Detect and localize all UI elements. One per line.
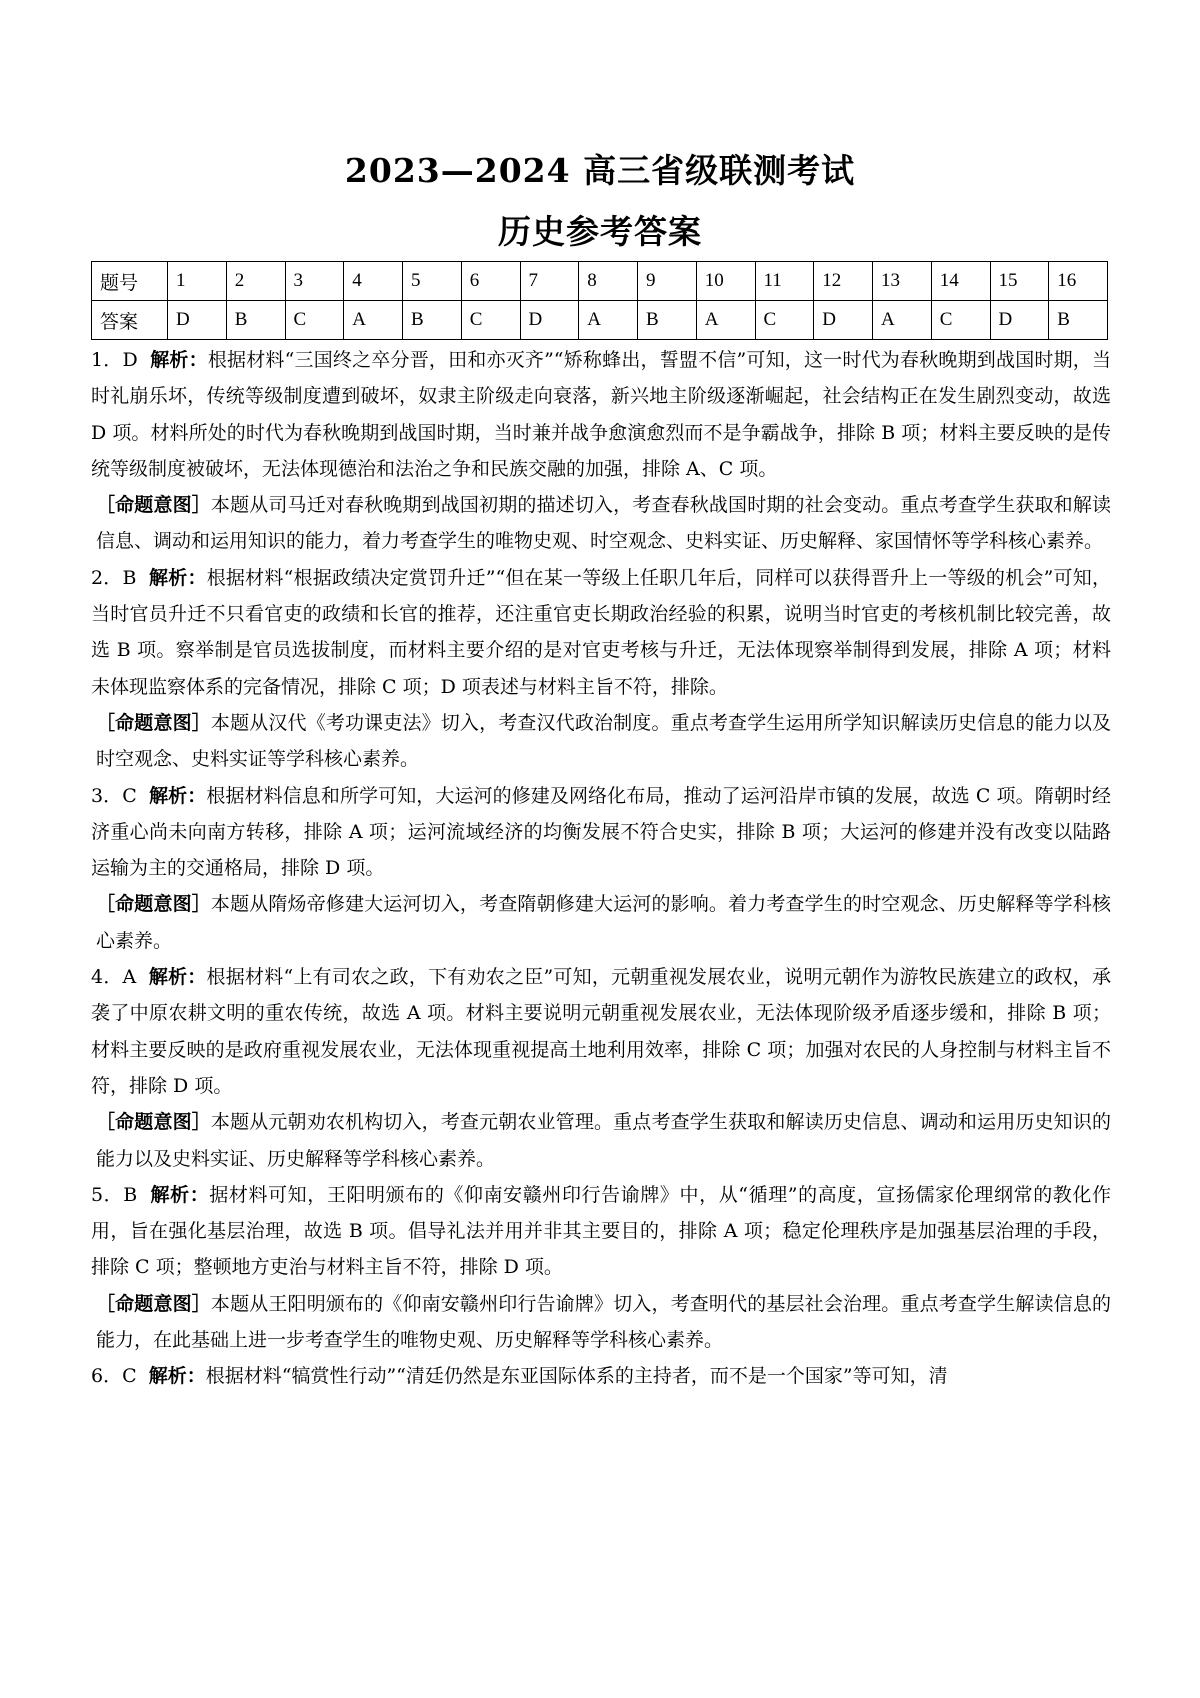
question-number: 13 <box>873 262 932 301</box>
answer-table-number-row <box>92 262 1108 301</box>
answer-letter: A <box>344 301 403 340</box>
question-number: 12 <box>814 262 873 301</box>
analysis-text: 据材料可知，王阳明颁布的《仰南安赣州印行告谕牌》中，从“循理”的高度，宣扬儒家伦理纲常的教化作用，旨在强化基层治理，故选 B 项。倡导礼法并用并非其主要目的，排除 A 项；稳定伦理秩序是加强基层治理的手段，排除 C 项；整顿地方吏治与材料主旨不符，排除 D 项。 <box>91 1183 1111 1279</box>
answer-letter: B <box>638 301 697 340</box>
analysis-label: 解析： <box>149 566 207 589</box>
question-number: 16 <box>1049 262 1108 301</box>
intent-text: 本题从汉代《考功课吏法》切入，考查汉代政治制度。重点考查学生运用所学知识解读历史信息的能力以及时空观念、史料实证等学科核心素养。 <box>96 711 1111 771</box>
answer-letter: D <box>990 301 1049 340</box>
analysis-label: 解析： <box>150 349 208 371</box>
intent-label: ［命题意图］ <box>96 893 211 916</box>
answer-letter: B <box>1049 301 1108 340</box>
analysis-label: 解析： <box>148 1365 206 1388</box>
question-number: 14 <box>931 262 990 301</box>
row-label-number: 题号 <box>92 262 168 301</box>
intent-label: ［命题意图］ <box>96 1292 211 1315</box>
intent-label: ［命题意图］ <box>96 494 211 517</box>
intent-text: 本题从司马迁对春秋晚期到战国初期的描述切入，考查春秋战国时期的社会变动。重点考查学生获取和解读信息、调动和运用知识的能力，着力考查学生的唯物史观、时空观念、史料实证、历史解释、家国情怀等学科核心素养。 <box>96 494 1111 553</box>
row-label-answer: 答案 <box>92 301 168 340</box>
analysis-paragraph <box>91 342 1111 487</box>
analysis-paragraph <box>91 959 1111 1104</box>
answer-letter: C <box>755 301 814 340</box>
item-number: 5．B <box>91 1183 138 1206</box>
intent-paragraph <box>91 705 1111 778</box>
answer-letter: A <box>579 301 638 340</box>
intent-text: 本题从隋炀帝修建大运河切入，考查隋朝修建大运河的影响。着力考查学生的时空观念、历史解释等学科核心素养。 <box>96 893 1111 952</box>
intent-paragraph <box>91 886 1111 959</box>
answer-letter: C <box>931 301 990 340</box>
answer-letter: A <box>873 301 932 340</box>
answer-explanations <box>91 342 1111 1395</box>
question-number: 5 <box>403 262 462 301</box>
question-number: 11 <box>755 262 814 301</box>
analysis-label: 解析： <box>150 1183 210 1206</box>
page-subtitle: 历史参考答案 <box>498 212 702 251</box>
analysis-paragraph <box>91 1177 1111 1286</box>
answer-letter: B <box>226 301 285 340</box>
answer-letter: D <box>520 301 579 340</box>
intent-text: 本题从王阳明颁布的《仰南安赣州印行告谕牌》切入，考查明代的基层社会治理。重点考查学生解读信息的能力，在此基础上进一步考查学生的唯物史观、历史解释等学科核心素养。 <box>96 1292 1111 1352</box>
answer-table <box>91 261 1108 340</box>
item-number: 3．C <box>91 784 137 807</box>
question-number: 3 <box>285 262 344 301</box>
answer-letter: D <box>814 301 873 340</box>
item-number: 4．A <box>91 966 137 989</box>
analysis-label: 解析： <box>148 966 207 989</box>
answer-table-answer-row <box>92 301 1108 340</box>
question-number: 7 <box>520 262 579 301</box>
intent-label: ［命题意图］ <box>96 711 211 734</box>
question-number: 2 <box>226 262 285 301</box>
item-number: 6．C <box>91 1365 137 1388</box>
question-number: 6 <box>461 262 520 301</box>
analysis-text: 根据材料“三国终之卒分晋，田和亦灭齐”“矫称蜂出，誓盟不信”可知，这一时代为春秋晚期到战国时期，当时礼崩乐坏，传统等级制度遭到破坏，奴隶主阶级走向衰落，新兴地主阶级逐渐崛起，社会结构正在发生剧烈变动，故选 D 项。材料所处的时代为春秋晚期到战国时期，当时兼并战争愈演愈烈而不是争霸战争，排除 B 项；材料主要反映的是传统等级制度被破坏，无法体现德治和法治之争和民族交融的加强，排除 A、C 项。 <box>91 349 1111 480</box>
intent-label: ［命题意图］ <box>96 1111 211 1134</box>
answer-letter: A <box>696 301 755 340</box>
analysis-paragraph <box>91 560 1111 705</box>
analysis-text: 根据材料“上有司农之政，下有劝农之臣”可知，元朝重视发展农业，说明元朝作为游牧民族建立的政权，承袭了中原农耕文明的重农传统，故选 A 项。材料主要说明元朝重视发展农业，无法体现阶级矛盾逐步缓和，排除 B 项；材料主要反映的是政府重视发展农业，无法体现重视提高土地利用效率，排除 C 项；加强对农民的人身控制与材料主旨不符，排除 D 项。 <box>91 966 1111 1097</box>
answer-letter: D <box>168 301 227 340</box>
page-title: 2023—2024 高三省级联测考试 <box>344 151 856 190</box>
answer-letter: B <box>403 301 462 340</box>
intent-paragraph <box>91 487 1111 560</box>
analysis-label: 解析： <box>149 784 207 807</box>
question-number: 8 <box>579 262 638 301</box>
question-number: 9 <box>638 262 697 301</box>
item-number: 2．B <box>91 566 137 589</box>
question-number: 1 <box>168 262 227 301</box>
analysis-text: 根据材料信息和所学可知，大运河的修建及网络化布局，推动了运河沿岸市镇的发展，故选 C 项。隋朝时经济重心尚未向南方转移，排除 A 项；运河流域经济的均衡发展不符合史实，排除 B 项；大运河的修建并没有改变以陆路运输为主的交通格局，排除 D 项。 <box>91 784 1111 880</box>
question-number: 4 <box>344 262 403 301</box>
question-number: 10 <box>696 262 755 301</box>
intent-paragraph <box>91 1104 1111 1177</box>
analysis-paragraph <box>91 778 1111 887</box>
analysis-text: 根据材料“根据政绩决定赏罚升迁”“但在某一等级上任职几年后，同样可以获得晋升上一等级的机会”可知，当时官员升迁不只看官吏的政绩和长官的推荐，还注重官吏长期政治经验的积累，说明当时官吏的考核机制比较完善，故选 B 项。察举制是官员选拔制度，而材料主要介绍的是对官吏考核与升迁，无法体现察举制得到发展，排除 A 项；材料未体现监察体系的完备情况，排除 C 项；D 项表述与材料主旨不符，排除。 <box>91 566 1111 698</box>
analysis-text: 根据材料“犒赏性行动”“清廷仍然是东亚国际体系的主持者，而不是一个国家”等可知，清 <box>205 1365 948 1388</box>
intent-paragraph <box>91 1286 1111 1359</box>
analysis-paragraph <box>91 1358 1111 1394</box>
answer-letter: C <box>285 301 344 340</box>
answer-letter: C <box>461 301 520 340</box>
question-number: 15 <box>990 262 1049 301</box>
item-number: 1．D <box>91 349 138 371</box>
intent-text: 本题从元朝劝农机构切入，考查元朝农业管理。重点考查学生获取和解读历史信息、调动和运用历史知识的能力以及史料实证、历史解释等学科核心素养。 <box>96 1111 1111 1170</box>
